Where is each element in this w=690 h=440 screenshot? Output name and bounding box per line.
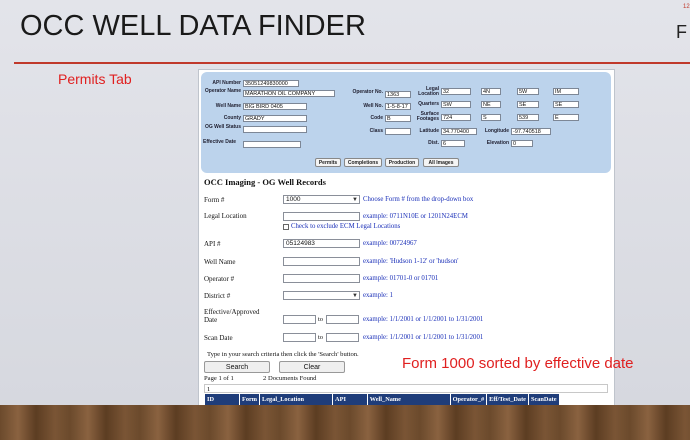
completions-button[interactable]: Completions [344,158,382,167]
county-label: County [223,115,241,121]
well-name-label: Well Name [215,103,241,109]
well-name-field[interactable]: BIG BIRD 0405 [243,103,307,110]
all-images-button[interactable]: All Images [423,158,459,167]
form-select[interactable] [283,195,360,204]
scan-date-label: Scan Date [204,334,233,342]
footage-ew-dir-field[interactable]: E [553,114,579,121]
operator-hint: example: 01701-0 or 01701 [363,275,439,282]
effective-date-label: Effective Date [203,139,237,145]
column-header-api[interactable]: API [333,394,368,406]
well-no-field[interactable]: 1-5-8-17 [385,103,411,110]
well-data-screenshot [198,69,615,433]
sort-annotation: Form 1000 sorted by effective date [402,355,634,372]
column-header-form[interactable]: Form [240,394,260,406]
operator-label: Operator # [204,275,235,283]
search-button[interactable]: Search [204,361,270,373]
legal-location-label: Legal Location [204,212,247,220]
form-label: Form # [204,196,225,204]
effective-date-from-input[interactable] [283,315,316,324]
wood-floor-decoration [0,405,690,440]
operator-name-field[interactable]: MARATHON OIL COMPANY [243,90,335,97]
permits-tab-label: Permits Tab [58,71,132,87]
county-field[interactable]: GRADY [243,115,307,122]
effective-date-field[interactable] [243,141,301,148]
class-field[interactable] [385,128,411,135]
api-number-field[interactable]: 35051249830000 [243,80,299,87]
column-header-operator[interactable]: Operator_# [450,394,486,406]
effective-date-label-1: Effective/Approved [204,308,260,316]
column-header-eff-test-date[interactable]: Eff/Test_Date [487,394,529,406]
api-input[interactable]: 05124983 [283,239,360,248]
district-hint: example: 1 [363,292,394,299]
effective-date-to-label: to [318,316,324,323]
longitude-field[interactable]: -97.740518 [511,128,551,135]
api-number-label: API Number [212,80,241,86]
quarter-3-field[interactable]: SE [517,101,539,108]
elevation-label: Elevation [486,140,509,146]
legal-section-field[interactable]: 32 [441,88,471,95]
page-info: Page 1 of 1 [204,375,234,382]
well-name-label: Well Name [204,258,236,266]
scan-date-to-input[interactable] [326,333,359,342]
search-instructions: Type in your search criteria then click the 'Search' button. [207,351,359,358]
operator-name-label: Operator Name [204,88,241,94]
effective-date-hint: example: 1/1/2001 or 1/1/2001 to 1/31/2001 [363,316,484,323]
code-field[interactable]: B [385,115,411,122]
title-divider [14,62,690,64]
production-button[interactable]: Production [385,158,419,167]
column-header-well-name[interactable]: Well_Name [367,394,450,406]
scan-date-to-label: to [318,334,324,341]
column-header-id[interactable]: ID [205,394,240,406]
og-well-status-label: OG Well Status [204,124,241,130]
api-hint: example: 00724967 [363,240,417,247]
well-info-panel [201,72,611,173]
quarter-2-field[interactable]: NE [481,101,501,108]
legal-range-field[interactable]: 5W [517,88,539,95]
effective-date-to-input[interactable] [326,315,359,324]
form-select-value: 1000 [286,196,301,203]
surface-footages-label: Surface Footages [416,111,439,122]
effective-date-label-2: Date [204,316,218,324]
api-label: API # [204,240,221,248]
chevron-down-icon: ▼ [352,197,358,203]
operator-no-label: Operator No. [352,89,383,95]
code-label: Code [370,115,383,121]
results-header-row [205,394,560,406]
imaging-title: OCC Imaging - OG Well Records [204,177,326,187]
legal-location-hint: example: 0711N10E or 1201N24ECM [363,213,468,220]
corner-logo: F [676,22,687,42]
column-header-scan-date[interactable]: ScanDate [528,394,559,406]
footage-ns-dir-field[interactable]: S [481,114,501,121]
result-count: 1 [204,384,608,393]
form-hint: Choose Form # from the drop-down box [363,196,474,203]
legal-meridian-field[interactable]: IM [553,88,579,95]
district-select[interactable] [283,291,360,300]
quarters-label: Quarters [418,101,439,107]
legal-location-input[interactable] [283,212,360,221]
dist-label: Dist. [428,140,439,146]
district-label: District # [204,292,231,300]
slide-title: OCC WELL DATA FINDER [20,10,366,42]
corner-mark: 12 [683,4,690,10]
operator-input[interactable] [283,274,360,283]
og-well-status-field[interactable] [243,126,307,133]
class-label: Class [369,128,383,134]
quarter-4-field[interactable]: SE [553,101,579,108]
footage-ew-field[interactable]: 539 [517,114,539,121]
dist-field[interactable]: 6 [441,140,465,147]
latitude-label: Latitude [419,128,439,134]
legal-township-field[interactable]: 4N [481,88,501,95]
well-name-input[interactable] [283,257,360,266]
scan-date-from-input[interactable] [283,333,316,342]
latitude-field[interactable]: 34.770400 [441,128,477,135]
quarter-1-field[interactable]: SW [441,101,471,108]
exclude-ecm-checkbox[interactable] [283,224,289,230]
scan-date-hint: example: 1/1/2001 or 1/1/2001 to 1/31/2001 [363,334,484,341]
permits-button[interactable]: Permits [315,158,341,167]
legal-location-label: Legal Location [418,86,439,97]
column-header-legal-location[interactable]: Legal_Location [260,394,333,406]
well-name-hint: example: 'Hudson 1-12' or 'hudson' [363,258,459,265]
footage-ns-field[interactable]: 724 [441,114,471,121]
well-no-label: Well No. [363,103,383,109]
chevron-down-icon: ▼ [352,293,358,299]
operator-no-field[interactable]: 1363 [385,91,411,98]
clear-button[interactable]: Clear [279,361,345,373]
elevation-field[interactable]: 0 [511,140,533,147]
longitude-label: Longitude [484,128,509,134]
documents-found: 2 Documents Found [263,375,317,382]
exclude-ecm-label: Check to exclude ECM Legal Locations [291,223,401,230]
